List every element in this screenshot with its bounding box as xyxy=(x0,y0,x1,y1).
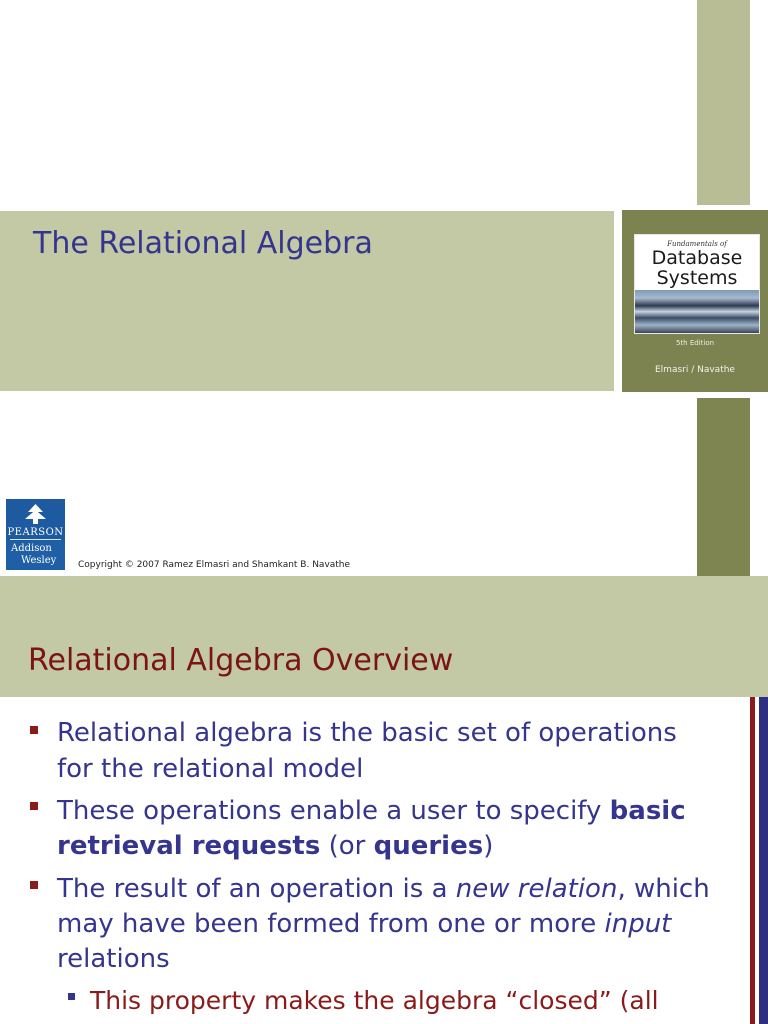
book-cover-subtitle: Fundamentals of xyxy=(667,240,727,248)
bullet-2-text-b: (or xyxy=(320,831,374,861)
book-cover-title-line1: Database xyxy=(651,247,743,269)
logo-publisher-line2: Wesley xyxy=(21,555,57,566)
bullet-marker xyxy=(30,881,38,889)
copyright-text: Copyright © 2007 Ramez Elmasri and Shamkant B. Navathe xyxy=(78,560,351,570)
book-cover-image xyxy=(635,290,759,334)
slide-title: The Relational Algebra xyxy=(33,226,373,261)
bullet-2-text-c: ) xyxy=(483,831,494,861)
bullet-1-line-2: for the relational model xyxy=(57,754,364,784)
logo-divider xyxy=(10,539,61,540)
book-cover-authors: Elmasri / Navathe xyxy=(655,365,735,375)
logo-publisher xyxy=(11,543,56,567)
pearson-tree-icon xyxy=(6,499,65,529)
logo-publisher-line1: Addison xyxy=(11,543,52,554)
bullet-3-line-3: relations xyxy=(57,944,170,974)
slide-title-2: Relational Algebra Overview xyxy=(28,643,454,678)
bullet-2-text-a: These operations enable a user to specify xyxy=(57,796,610,826)
side-stripe-blue xyxy=(759,697,768,1024)
bullet-2-line-1 xyxy=(57,794,686,828)
bullet-3-text-c: may have been formed from one or more xyxy=(57,909,605,939)
sub-bullet-marker xyxy=(68,993,75,1000)
sub-bullet-1-line-1: This property makes the algebra “closed” (all xyxy=(90,986,659,1015)
bullet-marker xyxy=(30,726,38,734)
decorative-bar-top xyxy=(697,0,750,205)
bullet-3-italic-new-relation: new relation xyxy=(455,874,618,904)
bullet-marker xyxy=(30,802,38,810)
bullet-3-italic-input: input xyxy=(604,909,672,939)
pearson-logo xyxy=(6,499,65,570)
bullet-2-bold-retrieval: retrieval requests xyxy=(57,831,321,861)
logo-brand: PEARSON xyxy=(7,527,64,538)
bullet-3-line-2 xyxy=(57,907,671,941)
bullet-2-bold-queries: queries xyxy=(373,831,484,861)
bullet-3-text-a: The result of an operation is a xyxy=(57,874,456,904)
bullet-1-line-1: Relational algebra is the basic set of operations xyxy=(57,718,677,748)
bullet-2-line-2 xyxy=(57,829,493,863)
title-band-2 xyxy=(0,576,768,697)
bullet-3-text-b: , which xyxy=(617,874,710,904)
decorative-bar-bottom xyxy=(697,398,750,576)
book-cover-edition: 5th Edition xyxy=(675,339,715,347)
bullet-2-bold-basic: basic xyxy=(609,796,686,826)
bullet-3-line-1 xyxy=(57,872,710,906)
book-cover-title-line2: Systems xyxy=(656,267,738,289)
book-cover xyxy=(634,234,760,334)
